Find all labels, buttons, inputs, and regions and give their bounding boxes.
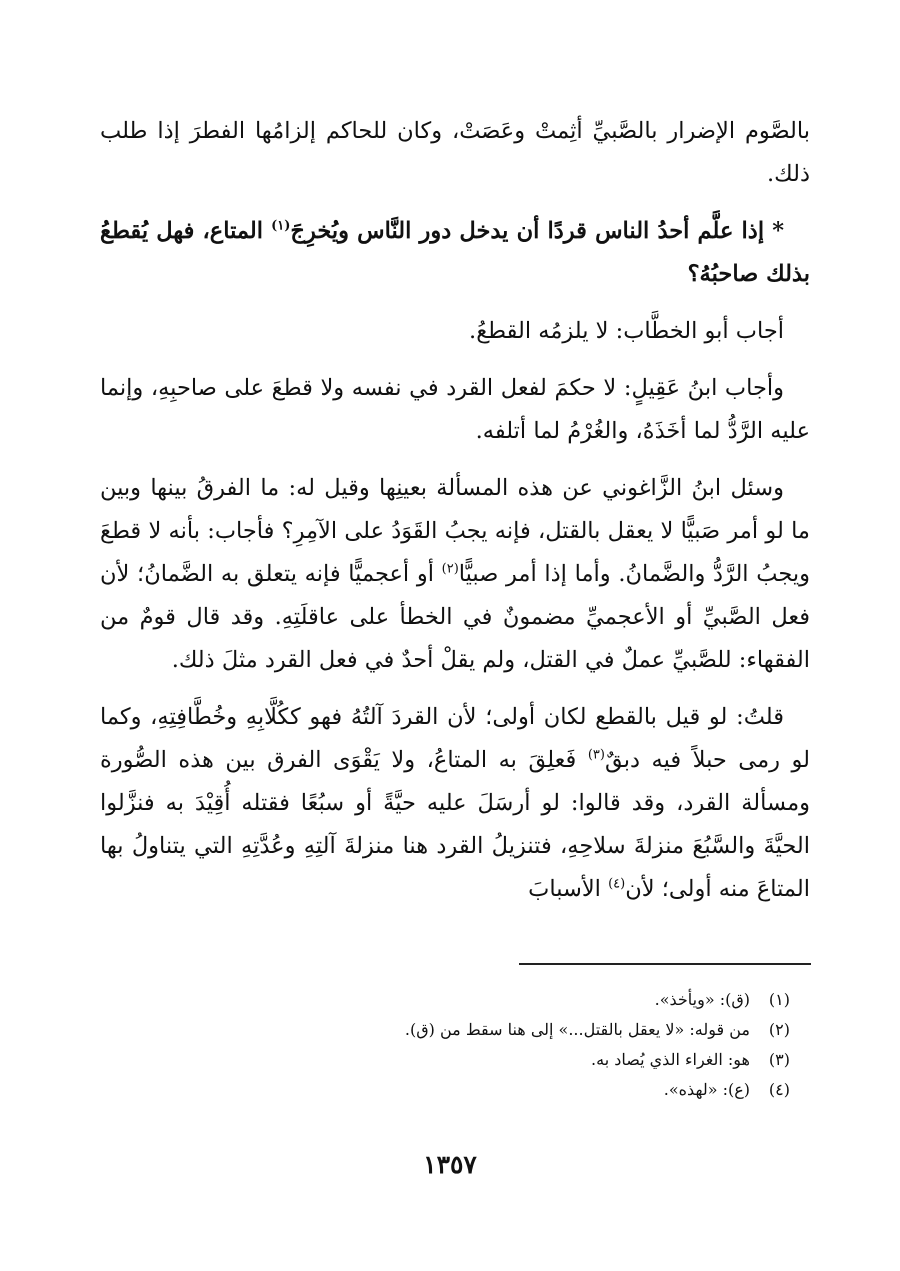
footnote-4 [100, 1075, 790, 1105]
footnotes [100, 985, 790, 1105]
footnote-text: هو: الغراء الذي يُصاد به. [591, 1050, 750, 1069]
paragraph-ibn-aqil: وأجاب ابنُ عَقِيلٍ: لا حكمَ لفعل القرد في نفسه ولا قطعَ على صاحبِهِ، وإنما عليه الرَّدُّ لما أخَذَهُ، والغُرْمُ لما أتلفه. [100, 375, 810, 444]
paragraph-abu-alkhattab: أجاب أبو الخطَّاب: لا يلزمُه القطعُ. [469, 318, 784, 344]
footnote-separator [519, 963, 811, 965]
footnote-ref-2: (٢) [441, 561, 459, 577]
main-text [100, 110, 810, 925]
question-paragraph [100, 210, 810, 296]
footnote-number: (٢) [768, 1020, 790, 1039]
footnote-text: من قوله: «لا يعقل بالقتل...» إلى هنا سقط من (ق). [404, 1020, 750, 1039]
footnote-number: (٤) [768, 1080, 790, 1099]
zaghuni-text-a: وسئل ابنُ الزَّاغوني عن هذه المسألة بعينِها وقيل له: ما الفرقُ بينها وبين ما لو أمر صَبيًّا لا يعقل بالقتل، فإنه يجبُ القَوَدُ على الآمِرِ؟ فأجاب: بأنه لا قطعَ ويجبُ الرَّدُّ والضَّمانُ. وأما إذا أمر صبيًّا [100, 475, 810, 587]
footnote-3 [100, 1045, 790, 1075]
footnote-number: (١) [768, 990, 790, 1009]
qultu-text-b: فَعلِقَ به المتاعُ، ولا يَقْوَى الفرق بين هذه الصُّورة ومسألة القرد، وقد قالوا: لو أرسَلَ عليه حيَّةً أو سبُعًا فقتله أُقِيْدَ به فنزَّلوا الحيَّةَ والسَّبُعَ منزلةَ سلاحِهِ، فتنزيلُ القرد هنا منزلةَ آلتِهِ وعُدَّتِهِ التي يتناولُ بها المتاعَ منه أولى؛ لأن [100, 747, 810, 902]
footnote-ref-4: (٤) [608, 876, 626, 892]
qultu-text-c: الأسبابَ [528, 876, 609, 902]
footnote-text: (ق): «ويأخذ». [654, 990, 750, 1009]
footnote-ref-1: (١) [271, 218, 291, 234]
page-number: ١٣٥٧ [423, 1150, 477, 1179]
question-text-b: المتاع، فهل يُقطعُ بذلك صاحبُهُ؟ [100, 218, 810, 287]
footnote-1 [100, 985, 790, 1015]
zaghuni-text-b: أو أعجميًّا فإنه يتعلق به الضَّمانُ؛ لأن فعل الصَّبيِّ أو الأعجميِّ مضمونٌ في الخطأ على عاقلَتِهِ. وقد قال قومٌ من الفقهاء: للصَّبيِّ عملٌ في القتل، ولم يقلْ أحدٌ في فعل القرد مثلَ ذلك. [100, 561, 810, 673]
footnote-ref-3: (٣) [587, 747, 605, 763]
question-text-a: * إذا علَّم أحدُ الناس قردًا أن يدخل دور النَّاس ويُخرِجَ [290, 218, 784, 244]
qultu-text-a: قلتُ: لو قيل بالقطع لكان أولى؛ لأن القردَ آلتُهُ فهو ككُلَّابِهِ وخُطَّافِتِهِ، وكما لو رمى حبلاً فيه دبقٌ [100, 704, 810, 773]
footnote-2 [100, 1015, 790, 1045]
paragraph-ibn-alzaghuni [100, 467, 810, 682]
footnote-text: (ع): «لهذه». [663, 1080, 750, 1099]
paragraph-1: بالصَّوم الإضرار بالصَّبيِّ أثِمتْ وعَصَتْ، وكان للحاكم إلزامُها الفطرَ إذا طلب ذلك. [100, 118, 810, 187]
paragraph-qultu [100, 696, 810, 911]
footnote-number: (٣) [768, 1050, 790, 1069]
